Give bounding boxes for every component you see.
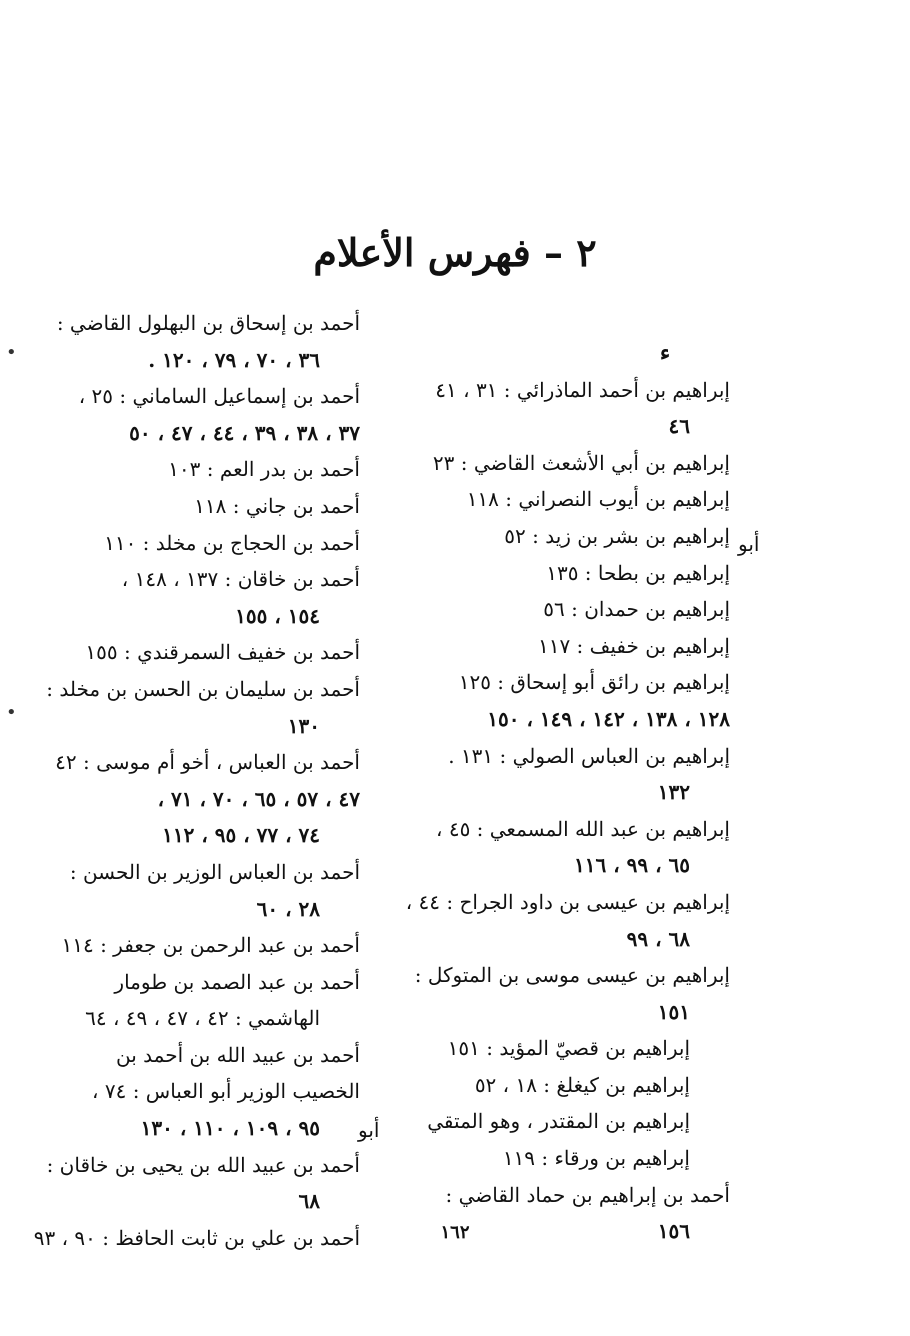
index-entry-continuation: ٤٦ <box>668 414 690 439</box>
index-entry: إبراهيم بن عيسى موسى بن المتوكل : <box>414 963 730 988</box>
index-entry-continuation: ٧٤ ، ٧٧ ، ٩٥ ، ١١٢ <box>162 823 320 848</box>
index-entry-continuation: الهاشمي : ٤٢ ، ٤٧ ، ٤٩ ، ٦٤ <box>85 1006 320 1031</box>
page-number: ١٦٢ <box>440 1222 470 1243</box>
index-entry-continuation: ٣٧ ، ٣٨ ، ٣٩ ، ٤٤ ، ٤٧ ، ٥٠ <box>129 420 360 445</box>
index-entry: أحمد بن علي بن ثابت الحافظ : ٩٠ ، ٩٣ <box>33 1225 360 1250</box>
index-entry: إبراهيم بن أيوب النصراني : ١١٨ <box>466 487 730 512</box>
index-entry: إبراهيم بن بطحا : ١٣٥ <box>546 560 730 585</box>
index-entry: إبراهيم بن المقتدر ، وهو المتقي <box>427 1109 690 1134</box>
index-entry: أحمد بن العباس ، أخو أم موسى : ٤٢ <box>55 750 360 775</box>
index-entry: أحمد بن عبيد الله بن أحمد بن <box>116 1042 360 1067</box>
index-entry: أحمد بن عبد الرحمن بن جعفر : ١١٤ <box>61 933 360 958</box>
index-entry: إبراهيم بن عبد الله المسمعي : ٤٥ ، <box>436 816 730 841</box>
index-entry-continuation: ١٣٠ <box>287 713 320 738</box>
index-entry-continuation: ٦٨ ، ٩٩ <box>626 926 690 951</box>
index-entry: أحمد بن إسحاق بن البهلول القاضي : <box>56 311 360 335</box>
index-entry: إبراهيم بن خفيف : ١١٧ <box>537 633 730 658</box>
margin-label-abu: أبو <box>358 1118 380 1142</box>
index-entry-continuation: ٤٧ ، ٥٧ ، ٦٥ ، ٧٠ ، ٧١ ، <box>157 786 360 811</box>
index-entry: إبراهيم بن ورقاء : ١١٩ <box>502 1146 690 1171</box>
index-entry-continuation: ١٢٨ ، ١٣٨ ، ١٤٢ ، ١٤٩ ، ١٥٠ <box>487 706 730 731</box>
index-entry: إبراهيم بن أبي الأشعث القاضي : ٢٣ <box>432 450 730 475</box>
index-entry-continuation: ٣٦ ، ٧٠ ، ٧٩ ، ١٢٠ . <box>148 347 320 372</box>
index-entry: أحمد بن خاقان : ١٣٧ ، ١٤٨ ، <box>121 567 360 592</box>
index-entry: أحمد بن إسماعيل الساماني : ٢٥ ، <box>78 384 360 409</box>
margin-label-abu: أبو <box>738 532 760 556</box>
index-entry: إبراهيم بن عيسى بن داود الجراح : ٤٤ ، <box>405 889 730 914</box>
index-entry-continuation: الخصيب الوزير أبو العباس : ٧٤ ، <box>92 1079 360 1104</box>
index-entry: إبراهيم بن العباس الصولي : ١٣١ . <box>448 743 730 768</box>
right-column <box>405 335 730 1250</box>
index-entry: أحمد بن بدر العم : ١٠٣ <box>168 457 360 482</box>
index-entry: أحمد بن خفيف السمرقندي : ١٥٥ <box>85 640 360 665</box>
section-letter: ء <box>659 340 671 366</box>
index-entry: إبراهيم بن حمدان : ٥٦ <box>543 597 730 622</box>
index-entry: أحمد بن سليمان بن الحسن بن مخلد : <box>46 676 360 701</box>
index-entry: إبراهيم بن رائق أبو إسحاق : ١٢٥ <box>458 670 730 695</box>
index-entry-continuation: ١٣٢ <box>657 780 690 805</box>
index-entry: أحمد بن إبراهيم بن حماد القاضي : <box>445 1182 730 1207</box>
index-entry: إبراهيم بن قصيّ المؤيد : ١٥١ <box>447 1036 690 1061</box>
index-entry: أحمد بن جاني : ١١٨ <box>194 493 360 518</box>
index-entry: إبراهيم بن كيغلغ : ١٨ ، ٥٢ <box>474 1072 690 1097</box>
left-column <box>33 305 360 1256</box>
edge-mark: • <box>6 702 17 723</box>
edge-mark: • <box>6 342 17 363</box>
index-entry: أحمد بن الحجاج بن مخلد : ١١٠ <box>104 530 360 555</box>
index-entry: إبراهيم بن أحمد الماذرائي : ٣١ ، ٤١ <box>435 377 730 402</box>
index-entry: أحمد بن عبيد الله بن يحيى بن خاقان : <box>46 1152 360 1177</box>
index-entry-continuation: ٦٥ ، ٩٩ ، ١١٦ <box>574 853 690 878</box>
index-entry: أحمد بن العباس الوزير بن الحسن : <box>69 859 360 884</box>
index-entry: أحمد بن عبد الصمد بن طومار <box>114 969 360 994</box>
index-entry-continuation: ٢٨ ، ٦٠ <box>256 896 320 921</box>
index-entry-continuation: ٦٨ <box>298 1189 320 1214</box>
index-entry-continuation: ٩٥ ، ١٠٩ ، ١١٠ ، ١٣٠ <box>140 1116 320 1141</box>
index-entry-continuation: ١٥٤ ، ١٥٥ <box>235 603 320 628</box>
index-entry-continuation: ١٥٦ <box>657 1219 690 1244</box>
page-title: ٢ – فهرس الأعلام <box>313 230 597 275</box>
index-entry-continuation: ١٥١ <box>657 999 690 1024</box>
index-entry: إبراهيم بن بشر بن زيد : ٥٢ <box>504 523 730 548</box>
